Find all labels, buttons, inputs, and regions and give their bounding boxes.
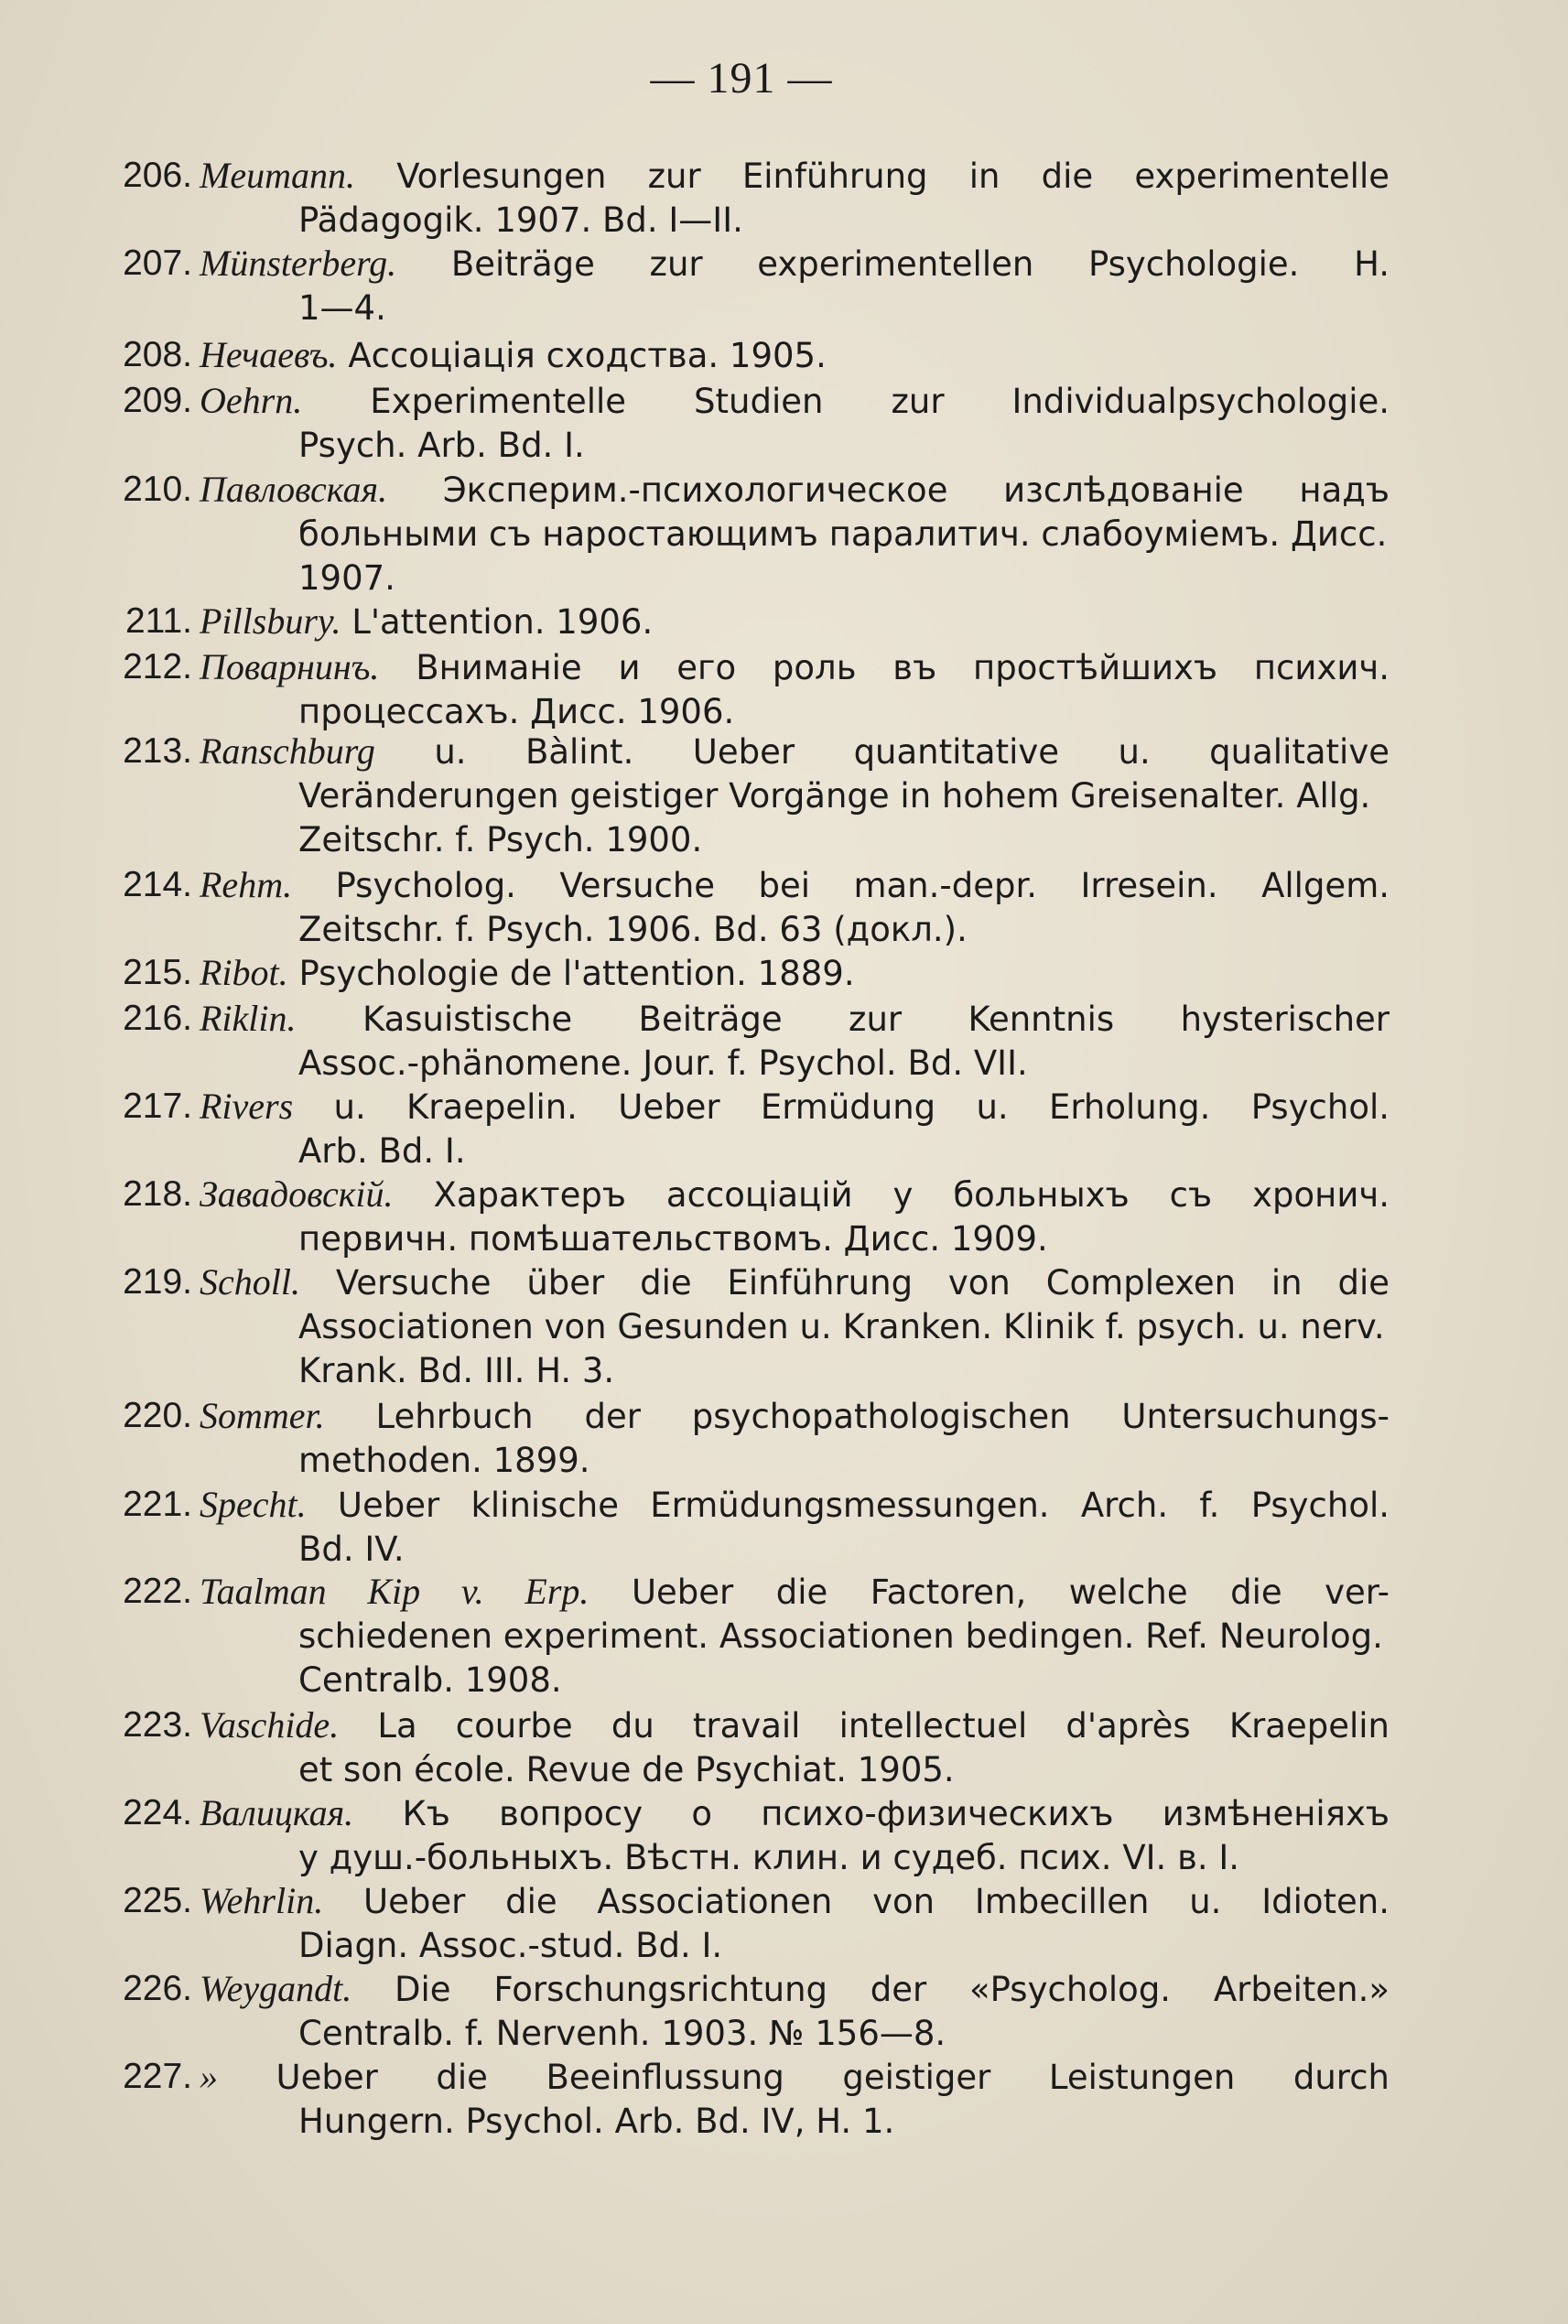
entry-author: Поварнинъ.: [200, 646, 380, 687]
entry-first-line: [200, 379, 1390, 424]
entry-author: Taalman Kip v. Erp.: [200, 1571, 589, 1612]
entry-title: Psychologie de l'attention. 1889.: [298, 954, 855, 993]
entry-title: u. Kraepelin. Ueber Ermüdung u. Erholung. Psychol.: [333, 1087, 1390, 1127]
entry-text: [200, 154, 1390, 243]
entry-continuation: methoden. 1899.: [298, 1441, 590, 1480]
entry-author: Scholl.: [200, 1261, 300, 1303]
bibliography-entry: [0, 730, 1568, 862]
entry-title: Experimentelle Studien zur Individualpsychologie.: [370, 382, 1390, 421]
bibliography-entry: [0, 1483, 1568, 1572]
entry-text: [200, 1260, 1390, 1393]
entry-first-line: [200, 1570, 1390, 1615]
entry-text: [200, 1085, 1390, 1173]
bibliography-entry: [0, 1791, 1568, 1880]
entry-number: 222.: [123, 1572, 192, 1611]
entry-title: Psycholog. Versuche bei man.-depr. Irresein. Allgem.: [335, 866, 1390, 905]
entry-continuation: Bd. IV.: [298, 1530, 405, 1569]
bibliography-entry: [0, 242, 1568, 330]
entry-number: 212.: [123, 647, 192, 686]
entry-first-line: [200, 1173, 1390, 1217]
entry-number: 221.: [123, 1485, 192, 1524]
entry-number: 217.: [123, 1086, 192, 1126]
entry-first-line: [200, 2055, 1390, 2100]
entry-text: [200, 242, 1390, 330]
entry-continuation: et son école. Revue de Psychiat. 1905.: [298, 1750, 955, 1789]
entry-first-line: [200, 1879, 1390, 1924]
entry-first-line: [200, 1967, 1390, 2012]
entry-title: Ueber die Factoren, welche die ver-: [631, 1573, 1390, 1612]
entry-text: [200, 1879, 1390, 1968]
entry-author: Завадовскій.: [200, 1173, 394, 1215]
entry-title: Вниманіе и его роль въ простѣйшихъ психич.: [416, 648, 1390, 687]
entry-continuation: Arb. Bd. I.: [298, 1131, 466, 1171]
entry-number: 206.: [123, 156, 192, 195]
bibliography-entry: [0, 1703, 1568, 1792]
entry-first-line: [200, 242, 1390, 286]
entry-number: 226.: [123, 1969, 192, 2008]
entry-title: Versuche über die Einführung von Complexen in die: [335, 1263, 1390, 1303]
entry-first-line: [200, 730, 1390, 774]
entry-first-line: [200, 951, 1390, 996]
entry-text: [200, 2055, 1390, 2144]
entry-continuation: Zeitschr. f. Psych. 1906. Bd. 63 (докл.).: [298, 910, 968, 949]
entry-number: 223.: [123, 1705, 192, 1745]
entry-title: Ueber die Beeinflussung geistiger Leistungen durch: [276, 2058, 1390, 2097]
entry-first-line: [200, 333, 1390, 378]
entry-author: Павловская.: [200, 469, 388, 510]
entry-title: Ueber die Associationen von Imbecillen u. Idioten.: [363, 1882, 1390, 1921]
entry-text: [200, 600, 1390, 644]
entry-author: Weygandt.: [200, 1968, 352, 2009]
entry-first-line: [200, 1791, 1390, 1836]
entry-author: Meumann.: [200, 155, 355, 196]
entry-number: 213.: [123, 731, 192, 771]
entry-first-line: [200, 600, 1390, 644]
entry-title: Vorlesungen zur Einführung in die experimentelle: [396, 157, 1390, 196]
entry-text: [200, 1570, 1390, 1702]
entry-title: Kasuistische Beiträge zur Kenntnis hysterischer: [362, 1000, 1390, 1039]
entry-first-line: [200, 1483, 1390, 1528]
entry-number: 224.: [123, 1793, 192, 1832]
bibliography-entry: [0, 333, 1568, 378]
entry-author: Wehrlin.: [200, 1880, 324, 1921]
entry-continuation: Centralb. f. Nervenh. 1903. № 156—8.: [298, 2014, 946, 2053]
bibliography-entry: [0, 1967, 1568, 2056]
entry-first-line: [200, 1260, 1390, 1305]
entry-number: 227.: [123, 2057, 192, 2096]
entry-title: Эксперим.-психологическое изслѣдованіе надъ: [442, 470, 1390, 510]
bibliography-entry: [0, 2055, 1568, 2144]
entry-number: 209.: [123, 381, 192, 420]
entry-number: 220.: [123, 1396, 192, 1435]
entry-title: Die Forschungsrichtung der «Psycholog. Arbeiten.»: [395, 1970, 1390, 2009]
entry-continuation: Hungern. Psychol. Arb. Bd. IV, H. 1.: [298, 2102, 895, 2141]
page-number: — 191 —: [650, 54, 833, 103]
entry-title: Ueber klinische Ermüdungsmessungen. Arch. f. Psychol.: [337, 1486, 1390, 1525]
entry-title: Къ вопросу о психо-физическихъ измѣненіяхъ: [402, 1794, 1390, 1833]
entry-text: [200, 863, 1390, 952]
bibliography-entry: [0, 1085, 1568, 1173]
entry-first-line: [200, 154, 1390, 199]
entry-continuation: больными съ наростающимъ паралитич. слабоуміемъ. Дисс. 1907.: [298, 514, 1388, 598]
entry-text: [200, 951, 1390, 996]
entry-author: Riklin.: [200, 998, 297, 1039]
entry-author: Валицкая.: [200, 1792, 354, 1833]
entry-text: [200, 1483, 1390, 1572]
entry-title: u. Bàlint. Ueber quantitative u. qualitative: [434, 732, 1390, 772]
bibliography-entry: [0, 600, 1568, 644]
bibliography-entry: [0, 951, 1568, 996]
entry-number: 218.: [123, 1174, 192, 1214]
entry-title: Lehrbuch der psychopathologischen Untersuchungs-: [375, 1397, 1390, 1436]
bibliography-entry: [0, 997, 1568, 1086]
entry-number: 211.: [124, 601, 192, 641]
entry-first-line: [200, 1394, 1390, 1439]
entry-author: Ranschburg: [200, 730, 375, 772]
entry-text: [200, 1703, 1390, 1792]
entry-author: Нечаевъ.: [200, 334, 338, 375]
entry-author: Münsterberg.: [200, 243, 397, 284]
entry-first-line: [200, 1085, 1390, 1130]
entry-first-line: [200, 863, 1390, 908]
entry-continuation: Pädagogik. 1907. Bd. I—II.: [298, 200, 743, 240]
entry-text: [200, 468, 1390, 600]
bibliography-entry: [0, 1570, 1568, 1702]
bibliography-entry: [0, 1394, 1568, 1483]
entry-author: Pillsbury.: [200, 600, 341, 642]
entry-number: 216.: [123, 999, 192, 1038]
entry-continuation: Diagn. Assoc.-stud. Bd. I.: [298, 1926, 723, 1965]
entry-author: Vaschide.: [200, 1704, 340, 1746]
entry-author: Sommer.: [200, 1395, 325, 1436]
entry-continuation: schiedenen experiment. Associationen bedingen. Ref. Neurolog. Centralb. 1908.: [298, 1616, 1383, 1700]
entry-text: [200, 1394, 1390, 1483]
entry-first-line: [200, 645, 1390, 690]
entry-number: 208.: [123, 335, 192, 374]
bibliography-entry: [0, 154, 1568, 243]
entry-text: [200, 997, 1390, 1086]
bibliography-entry: [0, 1260, 1568, 1393]
entry-text: [200, 1967, 1390, 2056]
entry-first-line: [200, 997, 1390, 1042]
entry-text: [200, 1791, 1390, 1880]
entry-text: [200, 1173, 1390, 1261]
entry-title: Характеръ ассоціацій у больныхъ съ хронич.: [433, 1175, 1390, 1215]
entry-author: Specht.: [200, 1484, 307, 1525]
entry-text: [200, 730, 1390, 862]
entry-number: 215.: [123, 953, 192, 992]
entry-title: Ассоціація сходства. 1905.: [348, 336, 827, 375]
entry-text: [200, 645, 1390, 734]
entry-continuation: 1—4.: [298, 288, 386, 328]
entry-number: 219.: [123, 1262, 192, 1302]
entry-number: 210.: [123, 470, 192, 509]
entry-text: [200, 333, 1390, 378]
bibliography-entry: [0, 468, 1568, 600]
entry-author: Oehrn.: [200, 380, 303, 421]
entry-author: Rivers: [200, 1086, 294, 1127]
entry-first-line: [200, 1703, 1390, 1748]
entry-continuation: Assoc.-phänomene. Jour. f. Psychol. Bd. VII.: [298, 1043, 1028, 1083]
bibliography-entry: [0, 1173, 1568, 1261]
entry-author: Rehm.: [200, 864, 293, 905]
bibliography-entry: [0, 645, 1568, 734]
entry-title: Beiträge zur experimentellen Psychologie. H.: [450, 244, 1390, 284]
entry-title: L'attention. 1906.: [351, 602, 654, 642]
bibliography-entry: [0, 1879, 1568, 1968]
entry-number: 214.: [123, 865, 192, 904]
entry-continuation: процессахъ. Дисс. 1906.: [298, 692, 735, 731]
entry-title: La courbe du travail intellectuel d'après Kraepelin: [377, 1706, 1390, 1746]
bibliography-entry: [0, 863, 1568, 952]
entry-continuation: первичн. помѣшательствомъ. Дисс. 1909.: [298, 1219, 1048, 1259]
entry-continuation: у душ.-больныхъ. Вѣстн. клин. и судеб. псих. VI. в. I.: [298, 1838, 1240, 1877]
entry-continuation: Psych. Arb. Bd. I.: [298, 426, 585, 465]
entry-number: 225.: [123, 1881, 192, 1920]
entry-continuation: Associationen von Gesunden u. Kranken. Klinik f. psych. u. nerv. Krank. Bd. III. H. 3.: [298, 1307, 1385, 1390]
entry-continuation: Veränderungen geistiger Vorgänge in hohem Greisenalter. Allg. Zeitschr. f. Psych. 1900.: [298, 776, 1371, 859]
entry-number: 207.: [123, 243, 192, 283]
entry-author: »: [200, 2056, 218, 2097]
entry-first-line: [200, 468, 1390, 513]
entry-text: [200, 379, 1390, 468]
entry-author: Ribot.: [200, 952, 288, 993]
bibliography-entry: [0, 379, 1568, 468]
